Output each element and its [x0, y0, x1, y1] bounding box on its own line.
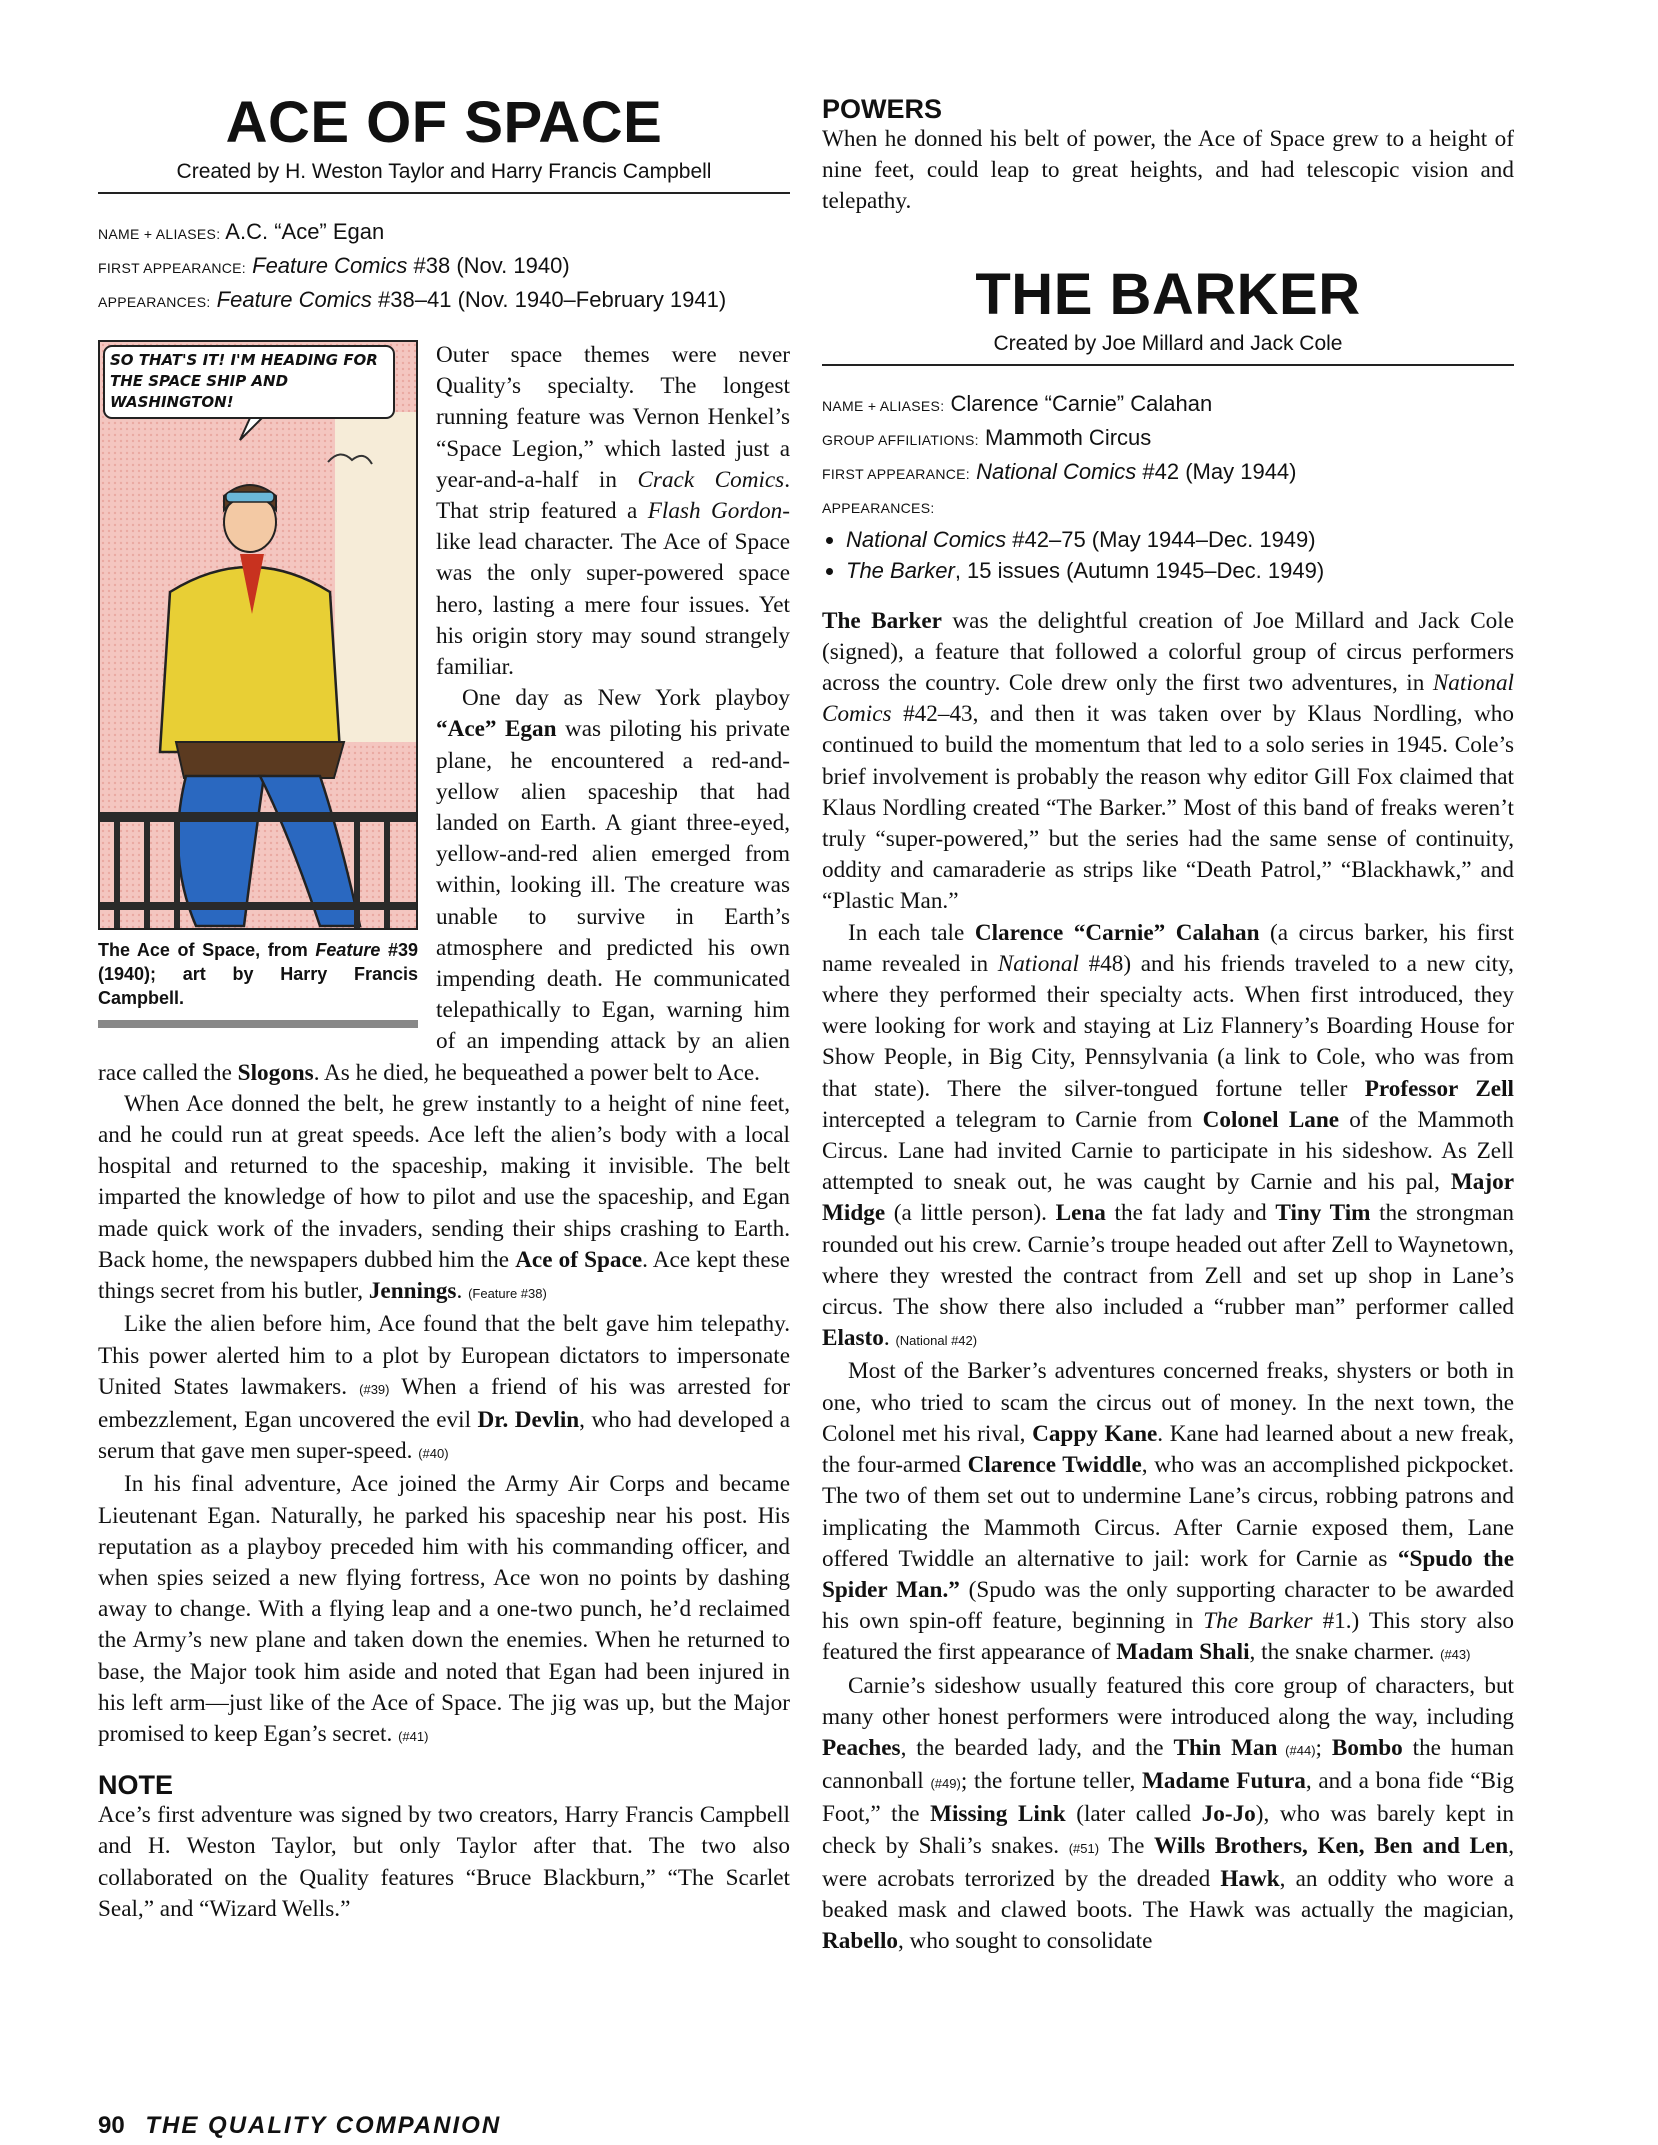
ace-of-space-column [98, 92, 790, 1925]
book-title: THE QUALITY COMPANION [145, 2112, 502, 2139]
right-column [822, 94, 1514, 1957]
ace-paragraph-3: When Ace donned the belt, he grew instantly to a height of nine feet, and he could run at great speeds. Ace left the alien’s body with a local hospital and returned to the spaceship, making it invisible. The belt imparted the knowledge of how to pilot and use the spaceship, and Egan made quick work of the invaders, sending their ships crashing to Earth. Back home, the newspapers dubbed him the Ace of Space. Ace kept these things secret from his butler, Jennings. (Feature #38) [98, 1090, 790, 1305]
powers-heading: POWERS [822, 94, 943, 124]
barker-meta: NAME + ALIASES: Clarence “Carnie” Calahan GROUP AFFILIATIONS: Mammoth Circus FIRST APPEARANCE: National Comics #42 (May 1944) APPEARANCES: • National Comics #42–75 (May 1944–Dec. 1949) • The Barker, 15 issues (Autumn 1945–Dec. 1949) [822, 388, 1514, 586]
ace-figure [98, 340, 418, 1028]
ace-meta: NAME + ALIASES: A.C. “Ace” Egan FIRST APPEARANCE: Feature Comics #38 (Nov. 1940) APPEARANCES: Feature Comics #38–41 (Nov. 1940–February 1941) [98, 219, 727, 312]
barker-paragraph-1: The Barker was the delightful creation of Joe Millard and Jack Cole (signed), a feature that followed a colorful group of circus performers across the country. Cole drew only the first two adventures, in National Comics #42–43, and then it was taken over by Klaus Nordling, who continued to build the momentum that led to a solo series in 1945. Cole’s brief involvement is probably the reason why editor Gill Fox claimed that Klaus Nordling created “The Barker.” Most of this band of freaks weren’t truly “super-powered,” but the series had the same sense of continuity, oddity and camaraderie as strips like “Death Patrol,” “Blackhawk,” and “Plastic Man.” [822, 607, 1515, 915]
speech-bubble-text: SO THAT'S IT! I'M HEADING FOR THE SPACE SHIP AND WASHINGTON! [110, 351, 378, 411]
barker-paragraph-4: Carnie’s sideshow usually featured this core group of characters, but many other honest performers were introduced along the way, including Peaches, the bearded lady, and the Thin Man (#44); Bombo the human cannonball (#49); the fortune teller, Madame Futura, and a bona fide “Big Foot,” the Missing Link (later called Jo-Jo), who was barely kept in check by Shali’s snakes. (#51) The Wills Brothers, Ken, Ben and Len, were acrobats terrorized by the dreaded Hawk, an oddity who wore a beaked mask and clawed boots. The Hawk was actually the magician, Rabello, who sought to consolidate [822, 1672, 1515, 1955]
ace-paragraph-1: Outer space themes were never Quality’s specialty. The longest running feature was Vernon Henkel’s “Space Legion,” which lasted just a year-and-a-half in Crack Comics. That strip featured a Flash Gordon-like lead character. The Ace of Space was the only super-powered space hero, lasting a mere four issues. Yet his origin story may sound strangely familiar. [436, 342, 790, 681]
barker-paragraph-2: In each tale Clarence “Carnie” Calahan (a circus barker, his first name revealed in National #48) and his friends traveled to a new city, where they performed their specialty acts. When first introduced, they were looking for work and staying at Liz Flannery’s Boarding House for Show People, in Big City, Pennsylvania (a link to Cole, who was from that state). There the silver-tongued fortune teller Professor Zell intercepted a telegram to Carnie from Colonel Lane of the Mammoth Circus. Lane had invited Carnie to participate in his sideshow. As Zell attempted to sneak out, he was caught by Carnie and his pal, Major Midge (a little person). Lena the fat lady and Tiny Tim the strongman rounded out his crew. Carnie’s troupe headed out after Zell to Waynetown, where they wrested the contract from Zell and set up shop in Lane’s circus. The show there also included a “rubber man” performer called Elasto. (National #42) [822, 919, 1515, 1352]
ace-body [98, 340, 790, 1752]
list-item: • National Comics #42–75 (May 1944–Dec. 1949) [846, 524, 1514, 555]
ace-illustration [100, 342, 416, 928]
ace-paragraph-5: In his final adventure, Ace joined the Army Air Corps and became Lieutenant Egan. Naturally, he parked his spaceship near his post. His reputation as a playboy preceded him with his commanding officer, and when spies seized a new flying fortress, Ace won no points by dashing away to change. With a flying leap and a one-two punch, he’d reclaimed the Army’s new plane and taken down the enemies. When he returned to base, the Major took him aside and noted that Egan had been injured in his left arm—just like of the Ace of Space. The jig was up, but the Major promised to keep Egan’s secret. (#41) [98, 1471, 790, 1747]
list-item: • The Barker, 15 issues (Autumn 1945–Dec. 1949) [846, 555, 1514, 586]
page-footer [98, 2112, 501, 2140]
barker-body [822, 606, 1514, 1958]
ace-of-space-title: ACE OF SPACE [225, 90, 663, 155]
powers-text: When he donned his belt of power, the Ace of Space grew to a height of nine feet, could leap to great heights, and had telescopic vision and telepathy. [822, 126, 1514, 215]
note-text: Ace’s first adventure was signed by two creators, Harry Francis Campbell and H. Weston Taylor, but only Taylor after that. The two also collaborated on the Quality features “Bruce Blackburn,” “The Scarlet Seal,” and “Wizard Wells.” [98, 1802, 790, 1922]
ace-paragraph-4: Like the alien before him, Ace found that the belt gave him telepathy. This power alerted him to a plot by European dictators to impersonate United States lawmakers. (#39) When a friend of his was arrested for embezzlement, Egan uncovered the evil Dr. Devlin, who had developed a serum that gave men super-speed. (#40) [98, 1311, 791, 1465]
barker-title: THE BARKER [975, 261, 1361, 327]
barker-appearances-list [822, 524, 1514, 586]
ace-credit: Created by H. Weston Taylor and Harry Francis Campbell [98, 160, 790, 194]
ace-paragraph-2: One day as New York playboy “Ace” Egan was piloting his private plane, he encountered a red-and-yellow alien spaceship that had landed on Earth. A giant three-eyed, yellow-and-red alien emerged from within, looking ill. The creature was unable to survive in Earth’s atmosphere and predicted his own impending death. He communicated telepathically to Egan, warning him of an impending attack by an alien race called the Slogons. As he died, he bequeathed a power belt to Ace. [98, 685, 790, 1086]
page-number: 90 [98, 2112, 125, 2139]
barker-credit: Created by Joe Millard and Jack Cole [822, 332, 1514, 366]
ace-comic-panel [98, 340, 418, 930]
note-heading: NOTE [98, 1770, 174, 1801]
ace-figure-caption: The Ace of Space, from Feature #39 (1940); art by Harry Francis Campbell. [98, 938, 418, 1028]
barker-paragraph-3: Most of the Barker’s adventures concerned freaks, shysters or both in one, who tried to scam the circus out of money. In the next town, the Colonel met his rival, Cappy Kane. Kane had learned about a new freak, the four-armed Clarence Twiddle, who was an accomplished pickpocket. The two of them set out to undermine Lane’s circus, robbing patrons and implicating the Mammoth Circus. After Carnie exposed them, Lane offered Twiddle an alternative to jail: work for Carnie as “Spudo the Spider Man.” (Spudo was the only supporting character to be awarded his own spin-off feature, beginning in The Barker #1.) This story also featured the first appearance of Madam Shali, the snake charmer. (#43) [822, 1358, 1515, 1666]
